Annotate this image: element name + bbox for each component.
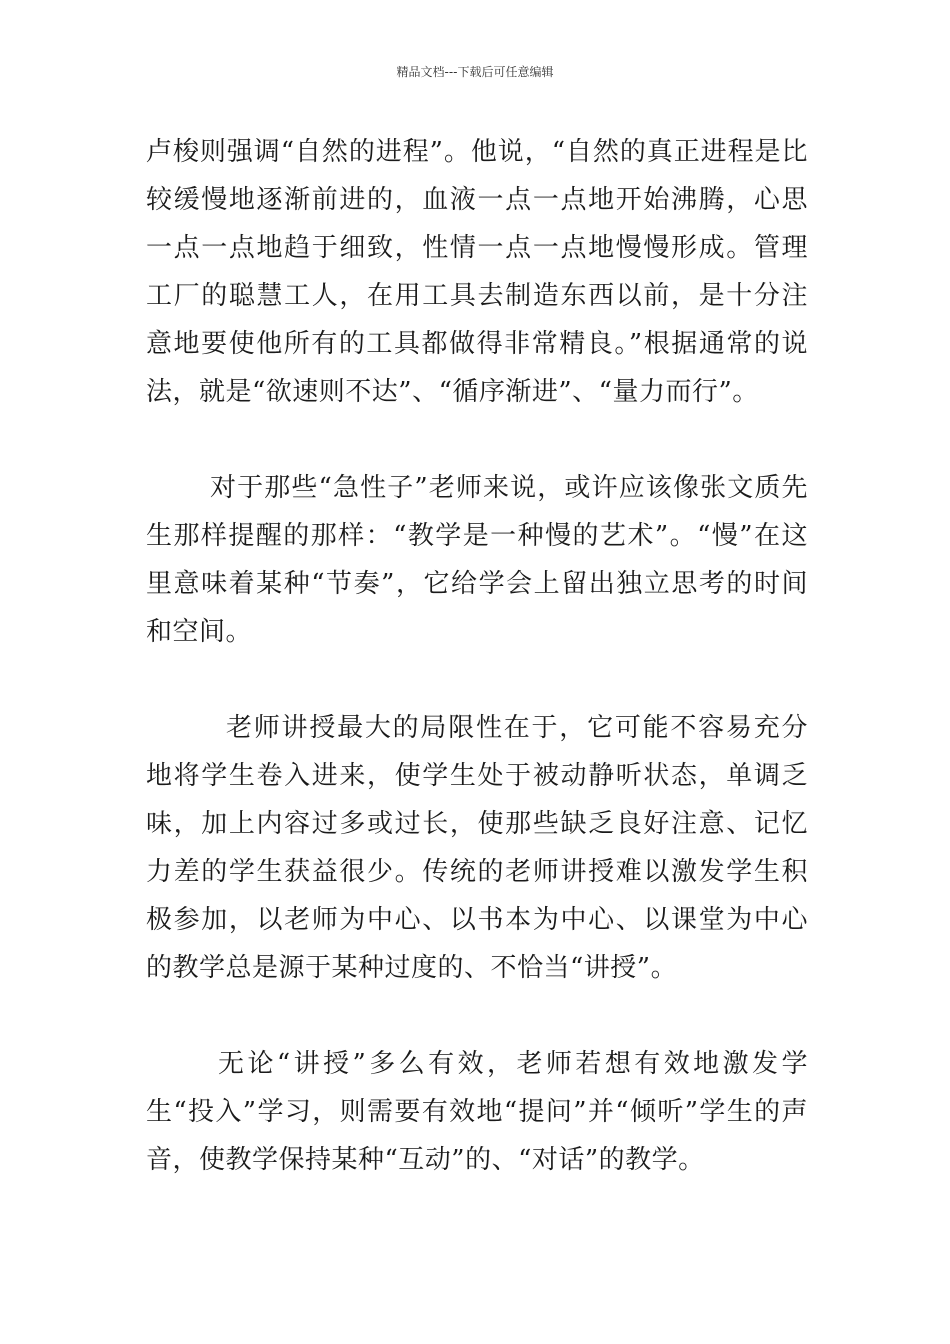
paragraph-slow-art: 对于那些“急性子”老师来说，或许应该像张文质先生那样提醒的那样：“教学是一种慢的艺术”。“慢”在这里意味着某种“节奏”，它给学会上留出独立思考的时间和空间。 <box>146 473 808 647</box>
paragraph-lecture-limits: 老师讲授最大的局限性在于，它可能不容易充分地将学生卷入进来，使学生处于被动静听状态，单调乏味，加上内容过多或过长，使那些缺乏良好注意、记忆力差的学生获益很少。传统的老师讲授难以激发学生积极参加，以老师为中心、以书本为中心、以课堂为中心的教学总是源于某种过度的、不恰当“讲授”。 <box>146 713 808 983</box>
paragraph-interaction: 无论“讲授”多么有效，老师若想有效地激发学生“投入”学习，则需要有效地“提问”并“倾听”学生的声音，使教学保持某种“互动”的、“对话”的教学。 <box>146 1049 808 1175</box>
page-header: 精品文档---下载后可任意编辑 <box>396 65 554 79</box>
document-body <box>146 128 808 1184</box>
paragraph-rousseau: 卢梭则强调“自然的进程”。他说，“自然的真正进程是比较缓慢地逐渐前进的，血液一点一点地开始沸腾，心思一点一点地趋于细致，性情一点一点地慢慢形成。管理工厂的聪慧工人，在用工具去制造东西以前，是十分注意地要使他所有的工具都做得非常精良。”根据通常的说法，就是“欲速则不达”、“循序渐进”、“量力而行”。 <box>146 137 808 407</box>
